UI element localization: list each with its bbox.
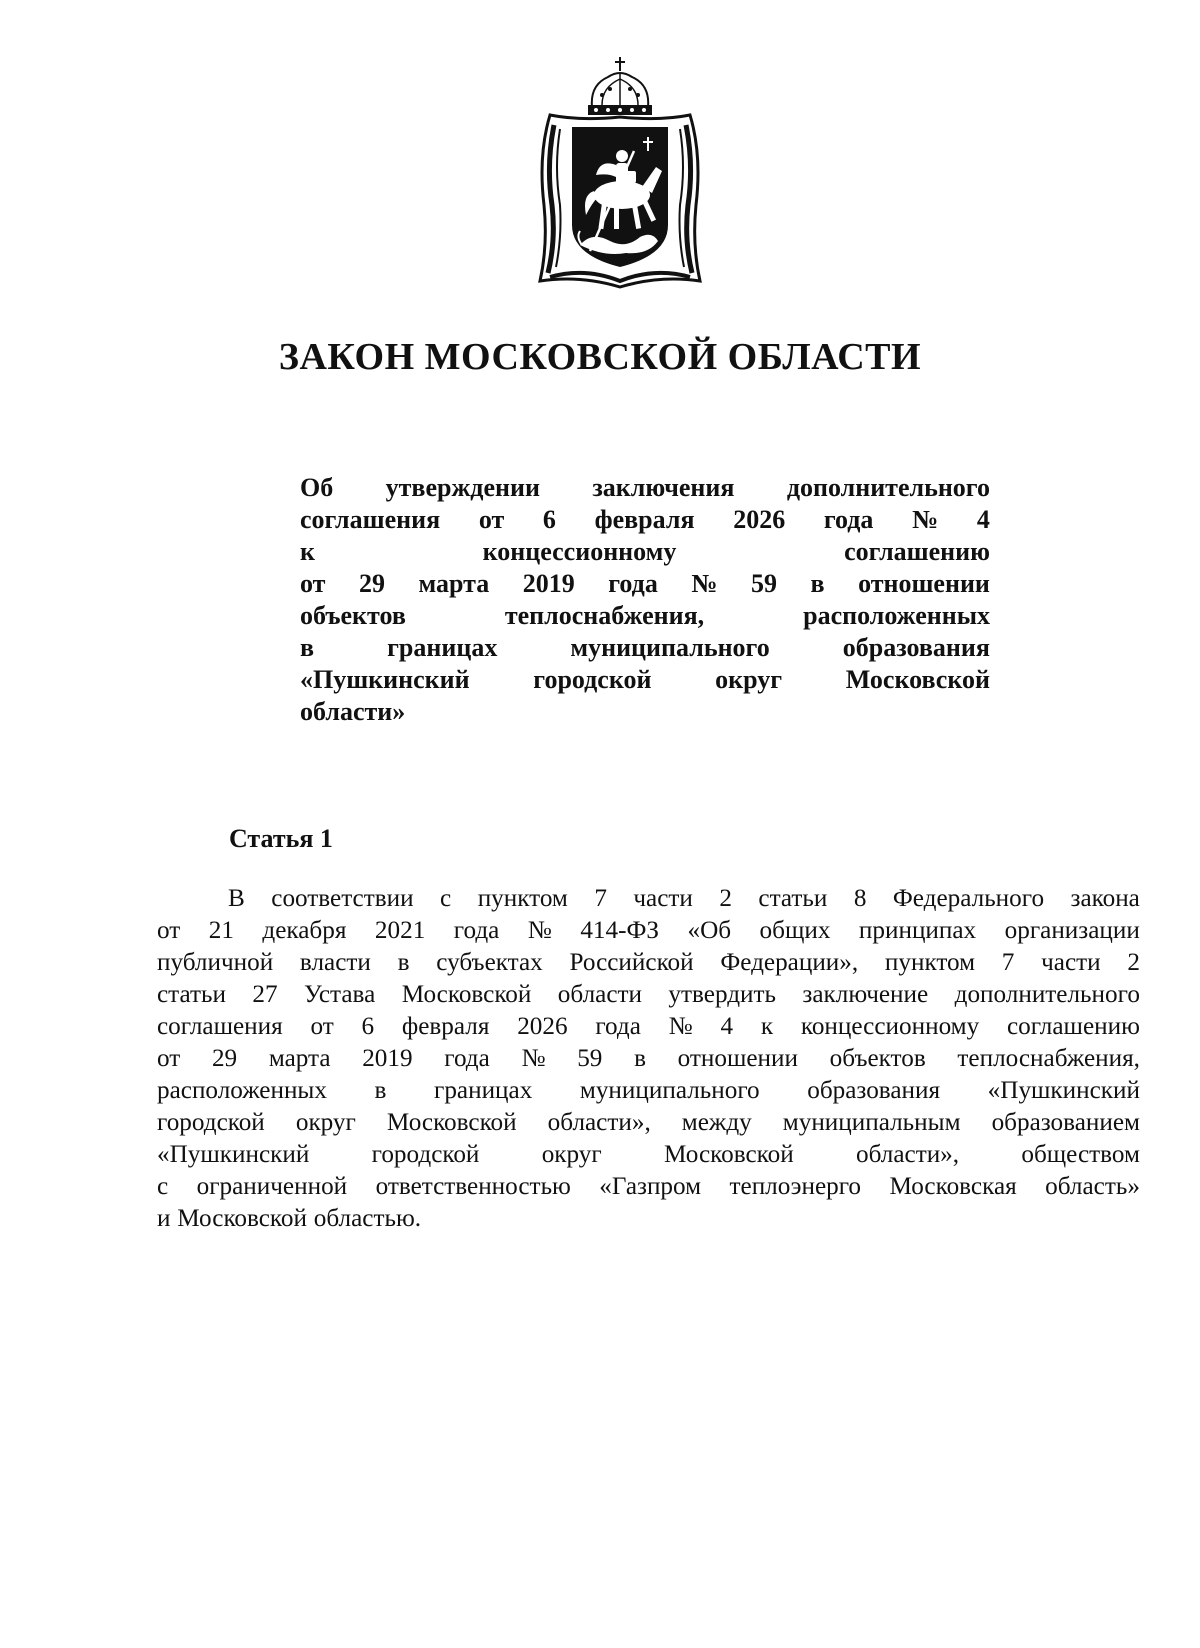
subject-line (300, 536, 990, 568)
word: № (912, 505, 939, 534)
word: дополнительного (786, 473, 990, 502)
word: «Пушкинский (300, 665, 470, 694)
word: соглашения (157, 1013, 283, 1040)
paragraph-line (157, 1203, 1140, 1235)
word: Московской (177, 1205, 307, 1232)
word: Федерации», (720, 949, 859, 976)
word: года (823, 505, 874, 534)
word: ограниченной (196, 1173, 348, 1200)
word: 8 (853, 885, 867, 912)
word: Московской (664, 1141, 794, 1168)
word: № (668, 1013, 693, 1040)
word: части (1041, 949, 1101, 976)
word: муниципального (570, 633, 770, 662)
word: «Об (687, 917, 732, 944)
word: пунктом (884, 949, 976, 976)
word: закона (1070, 885, 1140, 912)
word: 27 (252, 981, 278, 1008)
word: 2026 (733, 505, 786, 534)
word: муниципальным (782, 1109, 961, 1136)
word: образованием (991, 1109, 1140, 1136)
word: года (453, 917, 500, 944)
word: концессионному (800, 1013, 980, 1040)
word: 2026 (517, 1013, 568, 1040)
paragraph-line (157, 1043, 1140, 1075)
word: 4 (976, 505, 990, 534)
word: соглашению (844, 537, 990, 566)
word: № (527, 917, 552, 944)
word: общих (759, 917, 831, 944)
word: марта (418, 569, 490, 598)
word: образования (807, 1077, 941, 1104)
word: от (310, 1013, 334, 1040)
word: расположенных (803, 601, 990, 630)
word: области», (855, 1141, 960, 1168)
law-subject-heading (300, 472, 990, 728)
word: 59 (577, 1045, 603, 1072)
word: марта (268, 1045, 331, 1072)
paragraph-line (157, 1011, 1140, 1043)
word: округ (295, 1109, 356, 1136)
word: № (691, 569, 718, 598)
word: объектов (300, 601, 406, 630)
word: февраля (401, 1013, 490, 1040)
word: Федерального (892, 885, 1045, 912)
word: в (374, 1077, 387, 1104)
word: теплоэнерго (729, 1173, 862, 1200)
word: от (157, 917, 181, 944)
word: декабря (262, 917, 347, 944)
word: заключения (592, 473, 735, 502)
word: заключение (802, 981, 929, 1008)
word: в (397, 949, 410, 976)
word: округ (715, 665, 783, 694)
word: соглашению (1006, 1013, 1140, 1040)
paragraph-line (157, 1171, 1140, 1203)
word: муниципального (579, 1077, 760, 1104)
word: Московской (386, 1109, 517, 1136)
paragraph-line (157, 1075, 1140, 1107)
word: принципах (858, 917, 977, 944)
word: «Газпром (599, 1173, 702, 1200)
word: 6 (361, 1013, 375, 1040)
subject-line (300, 632, 990, 664)
word: 2 (719, 885, 732, 912)
word: обществом (1021, 1141, 1140, 1168)
word: Московская (889, 1173, 1017, 1200)
word: границах (434, 1077, 533, 1104)
word: образования (842, 633, 990, 662)
subject-line (300, 568, 990, 600)
word: области», (547, 1109, 651, 1136)
word: соглашения (300, 505, 441, 534)
word: 2019 (522, 569, 575, 598)
word: «Пушкинский (157, 1141, 310, 1168)
word: 59 (750, 569, 777, 598)
word: к (300, 537, 315, 566)
word: февраля (594, 505, 695, 534)
word: статьи (157, 981, 226, 1008)
word: 4 (720, 1013, 734, 1040)
word: от (478, 505, 505, 534)
paragraph-line (157, 883, 1140, 915)
word: к (760, 1013, 774, 1040)
word: пунктом (477, 885, 568, 912)
word: округ (541, 1141, 602, 1168)
word: утвердить (668, 981, 776, 1008)
word: статьи (758, 885, 828, 912)
word: в (810, 569, 825, 598)
word: года (608, 569, 658, 598)
paragraph-line (157, 915, 1140, 947)
word: года (595, 1013, 641, 1040)
word: в (634, 1045, 646, 1072)
document-title: ЗАКОН МОСКОВСКОЙ ОБЛАСТИ (278, 336, 922, 378)
word: теплоснабжения, (957, 1045, 1140, 1072)
paragraph-line (157, 1139, 1140, 1171)
word: 21 (208, 917, 234, 944)
word: в (300, 633, 315, 662)
paragraph-line (157, 979, 1140, 1011)
paragraph-line (157, 947, 1140, 979)
word: власти (299, 949, 371, 976)
word: городской (157, 1109, 265, 1136)
word: городской (533, 665, 652, 694)
subject-line (300, 600, 990, 632)
word: расположенных (157, 1077, 327, 1104)
word: границах (387, 633, 498, 662)
word: отношении (858, 569, 990, 598)
word: теплоснабжения, (504, 601, 705, 630)
word: № (521, 1045, 546, 1072)
word: концессионному (482, 537, 677, 566)
word: 29 (211, 1045, 238, 1072)
word: городской (371, 1141, 480, 1168)
moscow-oblast-coat-of-arms-icon (530, 55, 710, 290)
word: области» (300, 697, 406, 726)
word: дополнительного (954, 981, 1140, 1008)
subject-line (300, 696, 990, 728)
subject-line (300, 472, 990, 504)
word: ответственностью (375, 1173, 571, 1200)
word: Московской (401, 981, 532, 1008)
word: Московской (845, 665, 990, 694)
word: организации (1004, 917, 1140, 944)
word: 7 (594, 885, 607, 912)
word: и (157, 1205, 171, 1232)
word: с (157, 1173, 169, 1200)
word: 29 (358, 569, 385, 598)
word: утверждении (385, 473, 540, 502)
word: объектов (829, 1045, 926, 1072)
word: от (300, 569, 326, 598)
word: субъектах (436, 949, 543, 976)
paragraph-line (157, 1107, 1140, 1139)
word: области (557, 981, 642, 1008)
word: между (681, 1109, 752, 1136)
word: отношении (677, 1045, 798, 1072)
word: Об (300, 473, 334, 502)
word: 2021 (374, 917, 426, 944)
word: 2 (1127, 949, 1140, 976)
article-body-text (157, 883, 1140, 1235)
word: 7 (1001, 949, 1015, 976)
word: публичной (157, 949, 274, 976)
word: 6 (542, 505, 556, 534)
article-heading: Статья 1 (229, 824, 333, 853)
word: от (157, 1045, 181, 1072)
word: областью. (313, 1205, 422, 1232)
word: область» (1045, 1173, 1140, 1200)
word: Устава (304, 981, 376, 1008)
word: В (228, 885, 245, 912)
word: 414-ФЗ (580, 917, 659, 944)
word: части (633, 885, 693, 912)
subject-line (300, 504, 990, 536)
word: «Пушкинский (987, 1077, 1140, 1104)
word: года (444, 1045, 490, 1072)
word: Российской (569, 949, 694, 976)
word: с (440, 885, 452, 912)
word: 2019 (362, 1045, 413, 1072)
word: соответствии (271, 885, 414, 912)
subject-line (300, 664, 990, 696)
